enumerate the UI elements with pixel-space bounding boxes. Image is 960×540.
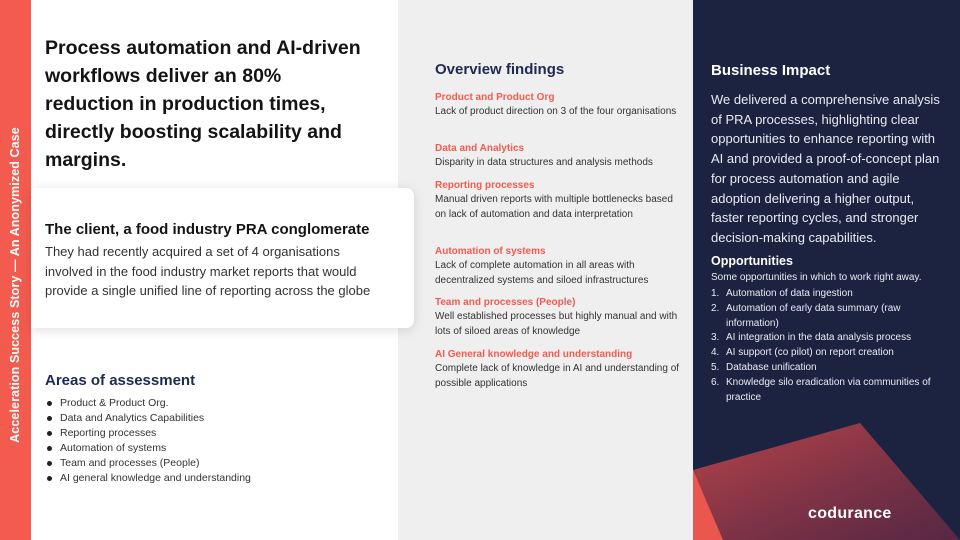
bullet-icon xyxy=(47,401,52,406)
areas-item: Reporting processes xyxy=(45,426,251,441)
impact-description: We delivered a comprehensive analysis of PRA processes, highlighting clear opportunities to enhance reporting with AI and provided a proof-of-concept plan for process automation and agile adoption delivering a higher output, faster reporting cycles, and stronger decision-making capabilities. xyxy=(711,92,940,245)
finding-text: Disparity in data structures and analysis methods xyxy=(435,157,653,168)
finding-heading: Product and Product Org xyxy=(435,92,555,103)
finding-data xyxy=(435,142,680,171)
finding-heading: Reporting processes xyxy=(435,180,535,191)
opportunities-list xyxy=(711,287,946,405)
opportunities-title: Opportunities xyxy=(711,254,793,268)
areas-item: Automation of systems xyxy=(45,441,251,456)
bullet-icon xyxy=(47,476,52,481)
bullet-icon xyxy=(47,431,52,436)
opportunity-item: 2. Automation of early data summary (raw information) xyxy=(711,302,901,329)
finding-automation xyxy=(435,245,680,288)
finding-heading: Team and processes (People) xyxy=(435,297,576,308)
finding-text: Well established processes but highly manual and with lots of siloed areas of knowledge xyxy=(435,311,678,337)
bullet-icon xyxy=(47,461,52,466)
decorative-shapes xyxy=(693,0,960,540)
areas-item: Product & Product Org. xyxy=(45,396,251,411)
client-title: The client, a food industry PRA conglomerate xyxy=(45,221,370,238)
side-strip xyxy=(0,0,31,540)
areas-item: AI general knowledge and understanding xyxy=(45,471,251,486)
finding-heading: Data and Analytics xyxy=(435,143,525,154)
page-headline: Process automation and AI-driven workflows deliver an 80% reduction in production times, directly boosting scalability and margins. xyxy=(45,37,361,171)
client-description: They had recently acquired a set of 4 organisations involved in the food industry market reports that would provide a single unified line of reporting across the globe xyxy=(45,244,371,298)
finding-reporting xyxy=(435,179,680,222)
finding-product xyxy=(435,91,680,120)
opportunity-item: 5. Database unification xyxy=(711,361,817,373)
areas-title: Areas of assessment xyxy=(45,372,196,389)
finding-ai xyxy=(435,348,680,391)
finding-team xyxy=(435,296,680,339)
opportunity-item: 6. Knowledge silo eradication via communities of practice xyxy=(711,376,931,403)
areas-item: Data and Analytics Capabilities xyxy=(45,411,251,426)
opportunity-item: 3. AI integration in the data analysis process xyxy=(711,332,912,344)
opportunities-intro: Some opportunities in which to work right away. xyxy=(711,272,922,283)
finding-text: Complete lack of knowledge in AI and understanding of possible applications xyxy=(435,363,680,389)
opportunity-item: 4. AI support (co pilot) on report creation xyxy=(711,347,894,359)
codurance-logo: codurance xyxy=(808,505,892,522)
bullet-icon xyxy=(47,446,52,451)
finding-heading: Automation of systems xyxy=(435,246,546,257)
findings-title: Overview findings xyxy=(435,61,565,78)
finding-text: Lack of complete automation in all areas with decentralized systems and siloed infrastructures xyxy=(435,260,649,286)
finding-text: Manual driven reports with multiple bottlenecks based on lack of automation and data interpretation xyxy=(435,194,673,220)
areas-item: Team and processes (People) xyxy=(45,456,251,471)
areas-list xyxy=(45,396,251,485)
side-label: Acceleration Success Story — An Anonymized Case xyxy=(8,127,22,443)
impact-title: Business Impact xyxy=(711,62,831,79)
opportunity-item: 1. Automation of data ingestion xyxy=(711,288,853,299)
bullet-icon xyxy=(47,416,52,421)
impact-column xyxy=(693,0,960,540)
finding-heading: AI General knowledge and understanding xyxy=(435,349,633,360)
finding-text: Lack of product direction on 3 of the four organisations xyxy=(435,106,677,117)
